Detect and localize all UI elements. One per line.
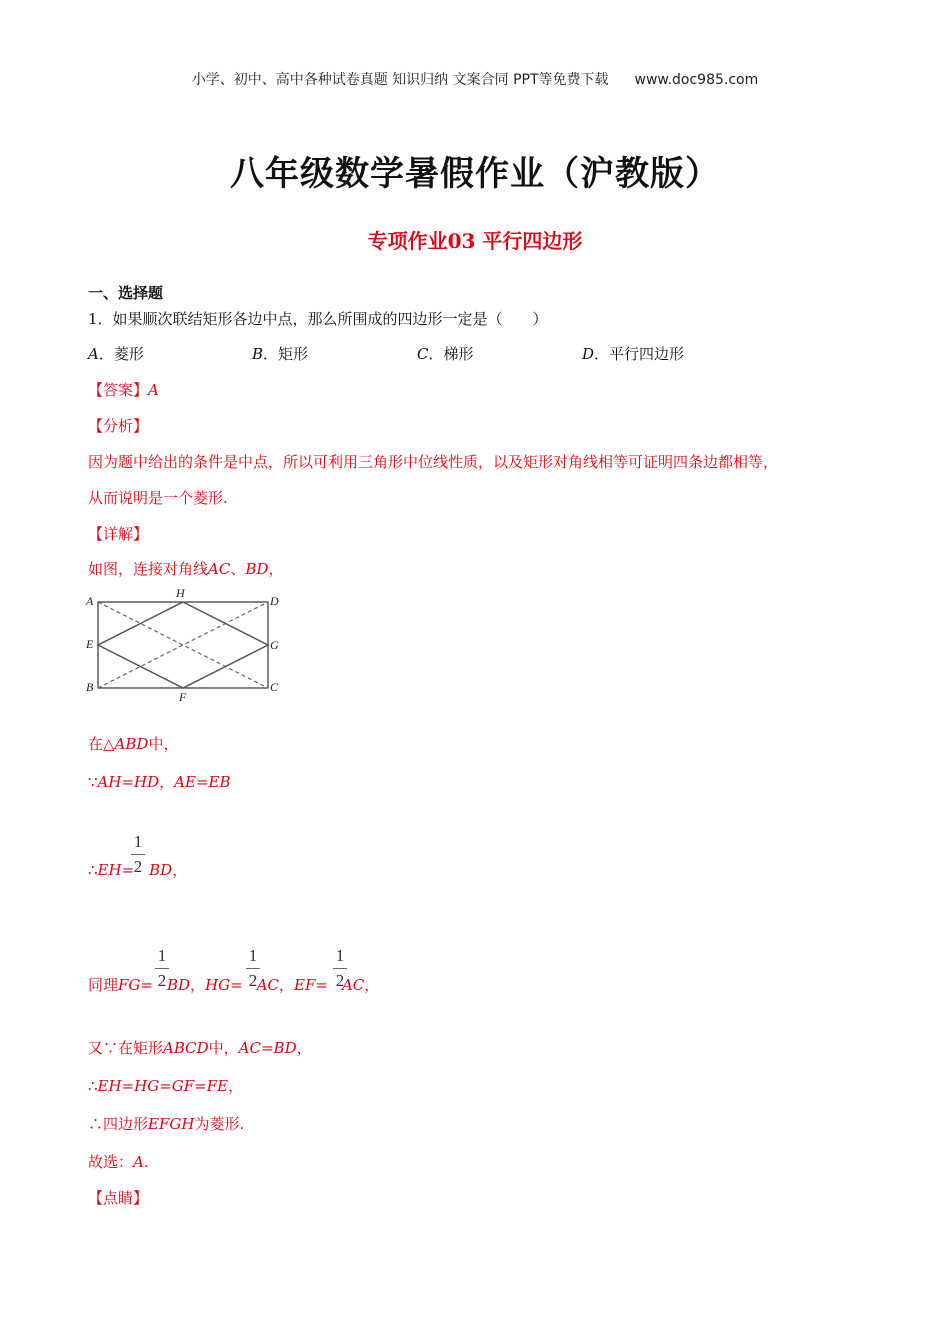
step-in-triangle: 在△ABD中，	[88, 735, 179, 753]
comment-label: 【点睛】	[88, 1189, 149, 1207]
rectangle-rhombus-figure	[82, 583, 292, 708]
label-b: B	[86, 680, 94, 694]
fraction-half: 1 2	[131, 832, 145, 877]
option-c: C．梯形	[417, 345, 474, 363]
page-subtitle: 专项作业03 平行四边形	[367, 229, 583, 253]
label-a: A	[86, 594, 94, 608]
option-b: B．矩形	[252, 345, 309, 363]
header-url[interactable]: www.doc985.com	[634, 72, 759, 88]
analysis-line-1: 因为题中给出的条件是中点，所以可利用三角形中位线性质，以及矩形对角线相等可证明四条边都相等，	[88, 453, 779, 471]
fraction-half: 1 2	[333, 946, 347, 991]
label-h: H	[176, 586, 185, 600]
step-equal-sides: ∴EH=HG=GF=FE，	[88, 1077, 244, 1095]
header-text: 小学、初中、高中各种试卷真题 知识归纳 文案合同 PPT等免费下载	[191, 72, 609, 88]
question-text: 如果顺次联结矩形各边中点，那么所围成的四边形一定是（ ）	[112, 310, 548, 328]
answer-label: 【答案】	[88, 381, 149, 399]
step-similarly: 同理FG= BD，HG= AC，EF= AC，	[88, 976, 380, 994]
final-choice: 故选：A.	[88, 1153, 149, 1171]
answer-line	[88, 379, 159, 400]
label-c: C	[270, 680, 279, 694]
fraction-half: 1 2	[155, 946, 169, 991]
page-title: 八年级数学暑假作业（沪教版）	[230, 154, 720, 194]
step-rectangle-diagonals: 又∵在矩形ABCD中，AC=BD，	[88, 1039, 312, 1057]
label-d: D	[270, 594, 279, 608]
analysis-line-2: 从而说明是一个菱形.	[88, 489, 228, 507]
detail-intro: 如图，连接对角线AC、BD，	[88, 560, 284, 578]
question-line	[88, 308, 548, 329]
label-f: F	[179, 690, 187, 704]
option-d: D．平行四边形	[582, 345, 685, 363]
label-g: G	[270, 638, 279, 652]
detail-label: 【详解】	[88, 525, 149, 543]
page-header	[0, 69, 950, 89]
step-because: ∵AH=HD，AE=EB	[88, 773, 231, 791]
answer-value: A	[148, 381, 159, 399]
analysis-label: 【分析】	[88, 417, 149, 435]
option-a: A．菱形	[88, 345, 144, 363]
section-heading: 一、选择题	[88, 284, 164, 302]
label-e: E	[86, 637, 94, 651]
step-eh-half-bd: ∴EH= BD，	[88, 861, 188, 879]
fraction-half: 1 2	[246, 946, 260, 991]
question-number: 1．	[88, 310, 113, 328]
step-conclusion: ∴四边形EFGH为菱形.	[88, 1115, 245, 1133]
